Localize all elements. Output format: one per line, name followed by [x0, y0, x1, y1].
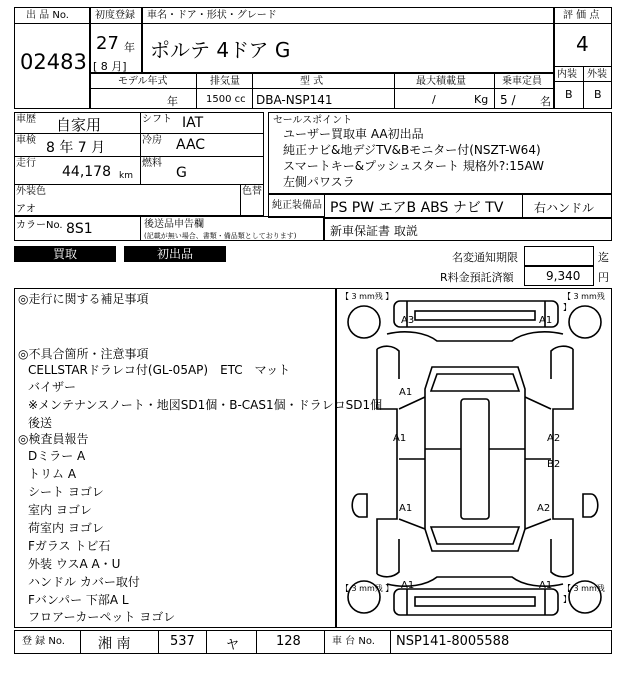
- inspector-line: Fバンパー 下部A L: [28, 593, 129, 607]
- recycle-label: R料金預託済額: [440, 271, 514, 284]
- shift-label: シフト: [142, 114, 172, 125]
- capacity-value: 5 /: [500, 93, 516, 107]
- type-value: DBA-NSP141: [256, 93, 333, 107]
- name-change-box: [524, 246, 594, 266]
- reg-class: 537: [170, 634, 195, 649]
- capacity-unit: 名: [540, 95, 551, 108]
- inspector-line: 荷室内 ヨゴレ: [28, 521, 104, 535]
- eval-label: 評 価 点: [563, 10, 600, 21]
- defect-line: 後送: [28, 416, 53, 430]
- max-load-value: /: [432, 93, 436, 106]
- interior-grade: B: [565, 88, 573, 101]
- mark-right-front-door: A2: [537, 503, 551, 514]
- exterior-grade: B: [594, 88, 602, 101]
- displacement-label: 排気量: [210, 76, 240, 87]
- mark-right-rear-door-b: B2: [547, 459, 561, 470]
- name-change-label: 名変通知期限: [452, 251, 518, 264]
- shift-value: IAT: [182, 115, 204, 131]
- max-load-unit: Kg: [474, 93, 489, 106]
- mileage-value: 44,178: [62, 164, 111, 180]
- driving-notes-title: ◎走行に関する補足事項: [18, 292, 149, 306]
- model-year-value: 年: [167, 95, 178, 108]
- exterior-label: 外装: [587, 69, 607, 80]
- equipment-value: PS PW エアB ABS ナビ TV: [330, 200, 504, 216]
- equipment-label: 純正装備品: [272, 200, 322, 211]
- reg-area: 湘 南: [98, 636, 131, 652]
- fuel-label: 燃料: [142, 158, 162, 169]
- ac-label: 冷房: [142, 135, 162, 146]
- inspector-line: Fガラス トビ石: [28, 539, 111, 553]
- inspector-line: トリム A: [28, 467, 77, 481]
- inspection-value: 8 年 7 月: [46, 140, 106, 156]
- name-change-unit: 迄: [598, 251, 609, 264]
- inspector-line: 外装 ウスA A・U: [28, 557, 121, 571]
- color-change-label: 色替: [242, 186, 262, 197]
- aftermarket-note: (記載が無い場合、書類・備品類としております): [144, 232, 297, 240]
- tread-front-left: 【 3 mm残 】: [341, 292, 394, 301]
- max-load-label: 最大積載量: [416, 76, 466, 87]
- model-year-label: モデル年式: [118, 76, 168, 87]
- chassis-label: 車 台 No.: [332, 636, 375, 647]
- inspector-line: シート ヨゴレ: [28, 485, 104, 499]
- reg-number: 128: [276, 634, 301, 649]
- handle-side: 右ハンドル: [534, 201, 595, 215]
- sales-point-line: 純正ナビ&地デジTV&Bモニター付(NSZT-W64): [283, 143, 541, 157]
- color-no-value: 8S1: [66, 221, 93, 237]
- lot-label: 出 品 No.: [26, 10, 69, 21]
- car-diagram: [336, 288, 612, 628]
- details-block: [14, 112, 264, 216]
- reg-no-label: 登 録 No.: [22, 636, 65, 647]
- chassis-number: NSP141-8005588: [396, 634, 510, 649]
- sales-points-title: セールスポイント: [273, 115, 353, 126]
- car-name-label: 車名・ドア・形状・グレード: [147, 10, 277, 21]
- ext-color-value: アオ: [16, 204, 36, 215]
- tread-rear-left: 【 3 mm残 】: [341, 584, 394, 593]
- capacity-label: 乗車定員: [502, 76, 542, 87]
- eval-score: 4: [576, 32, 589, 56]
- inspection-label: 車検: [16, 135, 36, 146]
- mark-left-rear-door: A1: [393, 433, 407, 444]
- sales-point-line: スマートキー&プッシュスタート 規格外?:15AW: [283, 159, 544, 173]
- aftermarket-label: 後送品申告欄: [144, 219, 204, 230]
- first-listing-tag: 初出品: [124, 246, 226, 262]
- inspector-line: 室内 ヨゴレ: [28, 503, 92, 517]
- defect-line: バイザー: [28, 380, 77, 394]
- interior-label: 内装: [557, 69, 577, 80]
- sales-point-line: 左側パワスラ: [283, 175, 355, 189]
- defect-line: ※メンテナンスノート・地図SD1個・B-CAS1個・ドラレコSD1個: [28, 398, 383, 412]
- inspector-line: ハンドル カバー取付: [28, 575, 140, 589]
- ac-value: AAC: [176, 137, 206, 153]
- tread-rear-right: 【 3 mm残 】: [563, 584, 605, 604]
- inspector-title: ◎検査員報告: [18, 432, 89, 446]
- displacement-value: 1500 cc: [206, 94, 246, 105]
- mark-front-bumper-right: A1: [539, 580, 553, 591]
- mileage-label: 走行: [16, 158, 36, 169]
- defect-line: CELLSTARドラレコ付(GL-05AP) ETC マット: [28, 363, 291, 377]
- use-label: 車歴: [16, 114, 36, 125]
- mark-right-rear-door: A2: [547, 433, 561, 444]
- car-name: ポルテ 4ドア G: [150, 38, 291, 62]
- mark-left-rear-fender: A1: [399, 387, 413, 398]
- color-no-label: カラーNo.: [16, 220, 63, 231]
- car-outline: [337, 289, 613, 629]
- first-reg-label: 初度登録: [95, 10, 135, 21]
- mark-rear-bumper-left: A3: [401, 315, 415, 326]
- inspector-line: フロアーカーペット ヨゴレ: [28, 610, 176, 624]
- lot-number: 02483: [20, 50, 87, 74]
- first-reg-month: [ 8 月]: [93, 60, 127, 73]
- recycle-value: 9,340: [546, 269, 581, 283]
- type-label: 型 式: [300, 76, 324, 87]
- use-value: 自家用: [56, 116, 102, 134]
- mileage-unit: km: [119, 171, 133, 181]
- defects-title: ◎不具合箇所・注意事項: [18, 347, 149, 361]
- recycle-unit: 円: [598, 271, 609, 284]
- sales-point-line: ユーザー買取車 AA初出品: [283, 127, 424, 141]
- inspector-line: Dミラー A: [28, 449, 86, 463]
- ext-color-label: 外装色: [16, 186, 46, 197]
- tread-front-right: 【 3 mm残 】: [563, 292, 605, 312]
- purchase-tag: 買取: [14, 246, 116, 262]
- reg-kana: ヤ: [226, 638, 240, 653]
- fuel-value: G: [176, 165, 187, 181]
- first-reg-year: 27: [96, 33, 119, 54]
- first-reg-year-unit: 年: [124, 41, 135, 54]
- mark-left-front-door: A1: [399, 503, 413, 514]
- mark-rear-bumper-right: A1: [539, 315, 553, 326]
- wheel-front-left: [348, 306, 380, 338]
- mark-front-bumper-left: A1: [401, 580, 415, 591]
- warranty-text: 新車保証書 取説: [330, 224, 418, 238]
